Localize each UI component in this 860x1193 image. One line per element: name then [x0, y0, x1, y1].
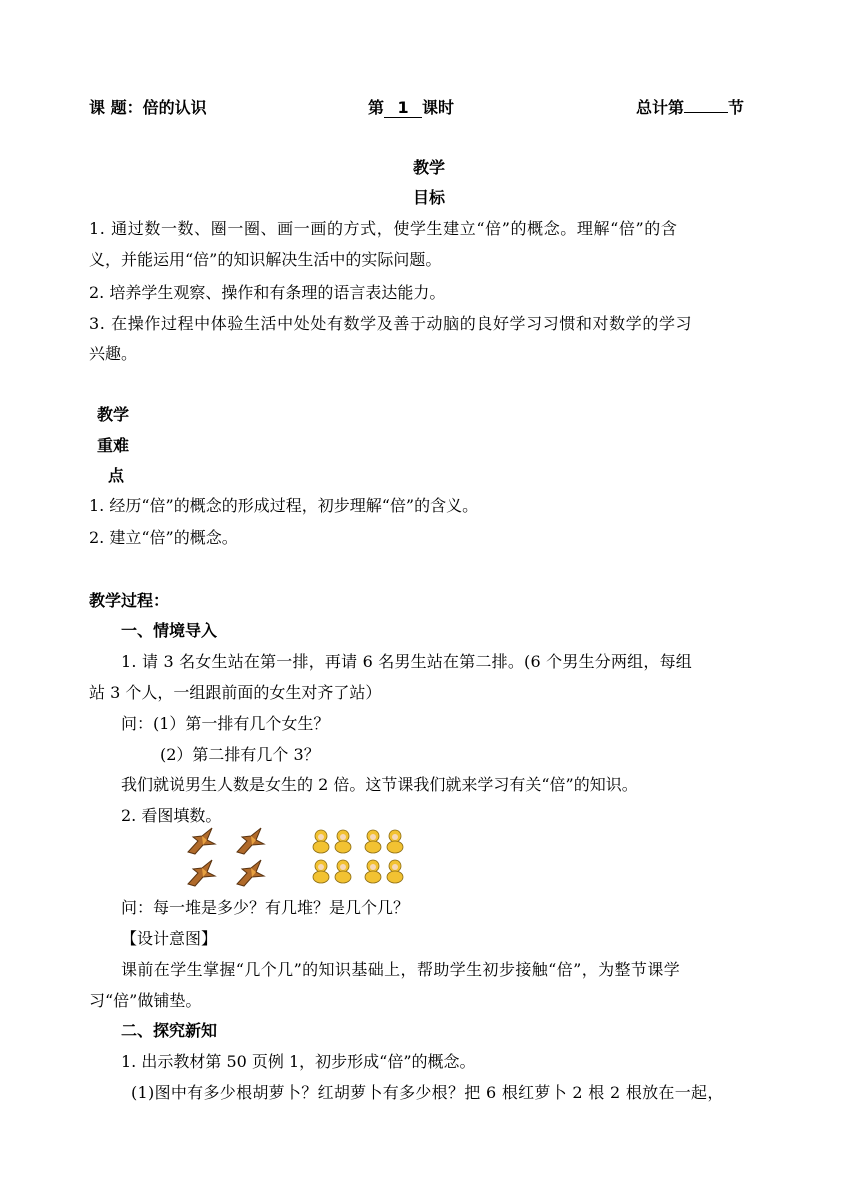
section-2-item-1-sub-1: (1)图中有多少根胡萝卜？红胡萝卜有多少根？把 6 根红萝卜 2 根 2 根放在一起，	[131, 1083, 724, 1102]
objectives-heading-1: 教学	[413, 158, 446, 177]
lesson-topic: 课 题：倍的认识	[89, 98, 207, 117]
section-1-para-1-line-1: 1. 请 3 名女生站在第一排，再请 6 名男生站在第二排。(6 个男生分两组，每组	[121, 652, 692, 671]
design-intent-label: 【设计意图】	[121, 929, 218, 948]
question-2: (2）第二排有几个 3？	[160, 745, 320, 764]
monkey-icon	[362, 828, 408, 888]
design-intent-line-1: 课前在学生掌握“几个几”的知识基础上，帮助学生初步接触“倍”，为整节课学	[121, 960, 681, 979]
monkey-icon	[310, 828, 356, 888]
keypoints-heading-2: 重难	[97, 436, 130, 455]
objective-3-line-1: 3. 在操作过程中体验生活中处处有数学及善于动脑的良好学习习惯和对数学的学习	[89, 314, 693, 333]
objective-2: 2. 培养学生观察、操作和有条理的语言表达能力。	[89, 283, 446, 302]
objective-3-line-2: 兴趣。	[89, 344, 138, 363]
keypoint-1: 1. 经历“倍”的概念的形成过程，初步理解“倍”的含义。	[89, 496, 479, 515]
objective-1-line-2: 义，并能运用“倍”的知识解决生活中的实际问题。	[89, 250, 442, 269]
section-1-item-2: 2. 看图填数。	[121, 806, 222, 825]
bird-icon	[185, 858, 219, 888]
design-intent-line-2: 习“倍”做铺垫。	[89, 991, 202, 1010]
total-section: 总计第 节	[636, 98, 745, 117]
section-2-title: 二、探究新知	[121, 1021, 218, 1040]
objectives-heading-2: 目标	[413, 188, 446, 207]
bird-icon	[185, 826, 219, 856]
keypoints-heading-3: 点	[108, 466, 125, 485]
picture-question: 问：每一堆是多少？有几堆？是几个几？	[121, 898, 410, 917]
section-1-title: 一、情境导入	[121, 621, 218, 640]
question-1: 问：(1）第一排有几个女生？	[121, 714, 330, 733]
bird-icon	[234, 858, 268, 888]
illustration-row	[185, 826, 415, 890]
keypoint-2: 2. 建立“倍”的概念。	[89, 528, 238, 547]
process-heading: 教学过程：	[89, 591, 170, 610]
section-1-summary: 我们就说男生人数是女生的 2 倍。这节课我们就来学习有关“倍”的知识。	[121, 775, 638, 794]
section-1-para-1-line-2: 站 3 个人，一组跟前面的女生对齐了站）	[89, 683, 382, 702]
section-2-item-1: 1. 出示教材第 50 页例 1，初步形成“倍”的概念。	[121, 1052, 476, 1071]
bird-icon	[234, 826, 268, 856]
lesson-number: 第 1 课时	[368, 98, 455, 117]
objective-1-line-1: 1. 通过数一数、圈一圈、画一画的方式，使学生建立“倍”的概念。理解“倍”的含	[89, 219, 678, 238]
keypoints-heading-1: 教学	[97, 405, 130, 424]
